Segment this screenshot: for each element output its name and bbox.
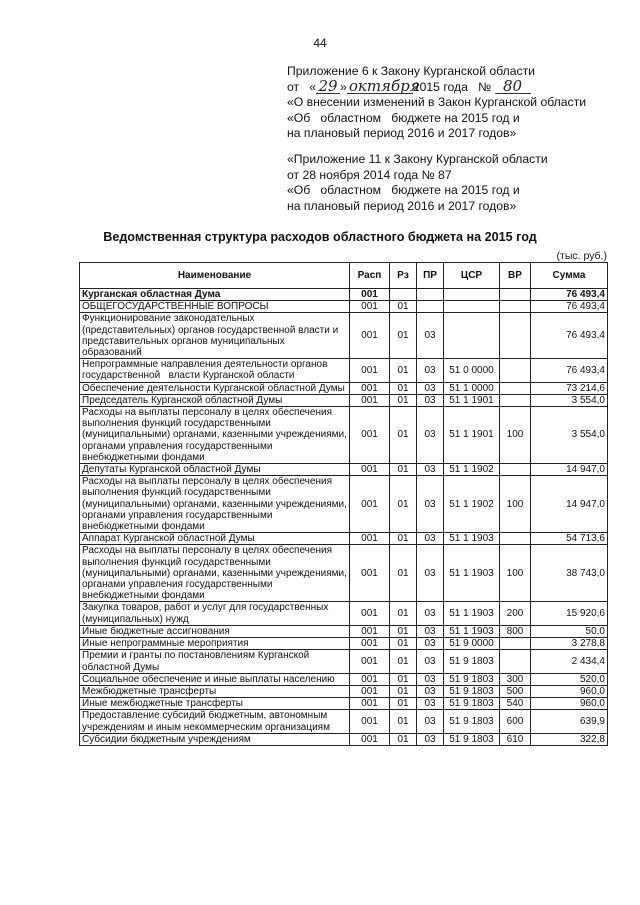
- cell-rz: 01: [390, 301, 417, 313]
- header-csr: ЦСР: [444, 263, 500, 289]
- cell-rz: 01: [390, 685, 417, 697]
- cell-vr: [500, 301, 531, 313]
- cell-pr: 03: [417, 733, 444, 745]
- cell-vr: 200: [500, 602, 531, 625]
- table-row: [80, 313, 608, 359]
- cell-vr: [500, 382, 531, 394]
- cell-sum: 960,0: [531, 685, 608, 697]
- from-label: от: [287, 79, 300, 94]
- cell-rasp: 001: [350, 685, 390, 697]
- cell-csr: 51 1 1903: [444, 533, 500, 545]
- cell-csr: 51 1 1902: [444, 476, 500, 533]
- cell-csr: 51 9 1803: [444, 650, 500, 673]
- cell-name: Аппарат Курганской областной Думы: [80, 533, 350, 545]
- cell-rz: 01: [390, 625, 417, 637]
- cell-rasp: 001: [350, 464, 390, 476]
- cell-name: Депутаты Курганской областной Думы: [80, 464, 350, 476]
- table-row: [80, 673, 608, 685]
- cell-pr: 03: [417, 533, 444, 545]
- cell-rz: 01: [390, 476, 417, 533]
- header-vr: ВР: [500, 263, 531, 289]
- cell-csr: 51 9 0000: [444, 638, 500, 650]
- cell-sum: 520,0: [531, 673, 608, 685]
- cell-name: Закупка товаров, работ и услуг для государственных (муниципальных) нужд: [80, 602, 350, 625]
- cell-rasp: 001: [350, 625, 390, 637]
- cell-sum: 322,8: [531, 733, 608, 745]
- cell-pr: 03: [417, 464, 444, 476]
- cell-rasp: 001: [350, 382, 390, 394]
- cell-rasp: 001: [350, 733, 390, 745]
- cell-rz: 01: [390, 710, 417, 733]
- appendix-11-header: [287, 152, 617, 214]
- table-row: [80, 710, 608, 733]
- cell-rz: 01: [390, 650, 417, 673]
- cell-pr: 03: [417, 359, 444, 382]
- cell-sum: 960,0: [531, 698, 608, 710]
- table-row: [80, 685, 608, 697]
- cell-vr: [500, 359, 531, 382]
- cell-name: ОБЩЕГОСУДАРСТВЕННЫЕ ВОПРОСЫ: [80, 301, 350, 313]
- cell-name: Предоставление субсидий бюджетным, автономным учреждениям и иным некоммерческим организациям: [80, 710, 350, 733]
- cell-vr: [500, 650, 531, 673]
- cell-csr: 51 0 0000: [444, 359, 500, 382]
- cell-vr: 100: [500, 476, 531, 533]
- cell-sum: 2 434,4: [531, 650, 608, 673]
- cell-rasp: 001: [350, 602, 390, 625]
- cell-vr: 800: [500, 625, 531, 637]
- cell-pr: 03: [417, 625, 444, 637]
- cell-csr: 51 9 1803: [444, 710, 500, 733]
- cell-sum: 15 920,6: [531, 602, 608, 625]
- table-row: [80, 382, 608, 394]
- cell-sum: 3 278,8: [531, 638, 608, 650]
- table-row: [80, 476, 608, 533]
- cell-vr: [500, 533, 531, 545]
- handwritten-day: 29: [316, 80, 340, 94]
- cell-sum: 76 493,4: [531, 301, 608, 313]
- cell-name: Межбюджетные трансферты: [80, 685, 350, 697]
- cell-rz: 01: [390, 359, 417, 382]
- cell-vr: 600: [500, 710, 531, 733]
- cell-sum: 76 493,4: [531, 313, 608, 359]
- budget-table: [79, 262, 608, 746]
- cell-name: Расходы на выплаты персоналу в целях обеспечения выполнения функций государственными (муниципальными) органами, казенными учреждениями, органами управления государственными внебюджетными фондами: [80, 476, 350, 533]
- cell-name: Расходы на выплаты персоналу в целях обеспечения выполнения функций государственными (муниципальными) органами, казенными учреждениями, органами управления государственными внебюджетными фондами: [80, 407, 350, 464]
- cell-vr: [500, 289, 531, 301]
- open-quote: «: [309, 79, 317, 94]
- cell-sum: 14 947,0: [531, 464, 608, 476]
- table-row: [80, 650, 608, 673]
- cell-sum: 73 214,6: [531, 382, 608, 394]
- cell-pr: 03: [417, 382, 444, 394]
- cell-rasp: 001: [350, 673, 390, 685]
- cell-rz: 01: [390, 464, 417, 476]
- appendix-11-line4: на плановый период 2016 и 2017 годов»: [287, 198, 517, 213]
- document-title: Ведомственная структура расходов областного бюджета на 2015 год: [103, 230, 537, 244]
- appendix-6-line4: «Об областном бюджете на 2015 год и: [287, 110, 520, 125]
- cell-sum: 14 947,0: [531, 476, 608, 533]
- cell-rz: 01: [390, 733, 417, 745]
- cell-rasp: 001: [350, 289, 390, 301]
- cell-name: Расходы на выплаты персоналу в целях обеспечения выполнения функций государственными (муниципальными) органами, казенными учреждениями, органами управления государственными внебюджетными фондами: [80, 545, 350, 602]
- appendix-6-line1: Приложение 6 к Закону Курганской области: [287, 64, 535, 78]
- table-header-row: [80, 263, 608, 289]
- handwritten-number: 80: [495, 80, 531, 94]
- cell-pr: 03: [417, 710, 444, 733]
- cell-vr: 500: [500, 685, 531, 697]
- cell-csr: [444, 313, 500, 359]
- cell-vr: 610: [500, 733, 531, 745]
- cell-csr: 51 1 1902: [444, 464, 500, 476]
- cell-csr: 51 1 1903: [444, 625, 500, 637]
- header-rasp: Расп: [350, 263, 390, 289]
- cell-rz: 01: [390, 638, 417, 650]
- close-quote: »: [340, 79, 347, 94]
- cell-vr: 540: [500, 698, 531, 710]
- cell-rz: 01: [390, 533, 417, 545]
- cell-rasp: 001: [350, 710, 390, 733]
- cell-pr: 03: [417, 638, 444, 650]
- cell-rz: 01: [390, 698, 417, 710]
- cell-csr: 51 1 1901: [444, 407, 500, 464]
- cell-name: Курганская областная Дума: [80, 289, 350, 301]
- cell-csr: [444, 301, 500, 313]
- cell-name: Иные непрограммные мероприятия: [80, 638, 350, 650]
- cell-name: Иные межбюджетные трансферты: [80, 698, 350, 710]
- appendix-6-line5: на плановый период 2016 и 2017 годов»: [287, 126, 517, 140]
- cell-vr: [500, 313, 531, 359]
- table-row: [80, 301, 608, 313]
- cell-name: Обеспечение деятельности Курганской областной Думы: [80, 382, 350, 394]
- cell-rasp: 001: [350, 313, 390, 359]
- cell-name: Премии и гранты по постановлениям Курганской областной Думы: [80, 650, 350, 673]
- appendix-11-line3: «Об областном бюджете на 2015 год и: [287, 183, 520, 197]
- table-row: [80, 533, 608, 545]
- cell-vr: 300: [500, 673, 531, 685]
- number-label: №: [478, 79, 492, 94]
- cell-rasp: 001: [350, 650, 390, 673]
- cell-rasp: 001: [350, 545, 390, 602]
- appendix-11-line2: от 28 ноября 2014 года № 87: [287, 167, 452, 182]
- cell-csr: 51 9 1803: [444, 673, 500, 685]
- table-row: [80, 698, 608, 710]
- cell-rz: 01: [390, 673, 417, 685]
- cell-rz: 01: [390, 545, 417, 602]
- cell-rz: 01: [390, 313, 417, 359]
- table-row: [80, 602, 608, 625]
- cell-rz: 01: [390, 407, 417, 464]
- cell-sum: 38 743,0: [531, 545, 608, 602]
- cell-sum: 50,0: [531, 625, 608, 637]
- appendix-6-date-line: [287, 76, 617, 96]
- cell-pr: 03: [417, 650, 444, 673]
- cell-name: Субсидии бюджетным учреждениям: [80, 733, 350, 745]
- page-number: 44: [313, 36, 327, 50]
- cell-name: Социальное обеспечение и иные выплаты населению: [80, 673, 350, 685]
- table-row: [80, 394, 608, 406]
- cell-pr: 03: [417, 602, 444, 625]
- cell-rz: [390, 289, 417, 301]
- cell-pr: 03: [417, 698, 444, 710]
- cell-sum: 3 554,0: [531, 394, 608, 406]
- cell-vr: [500, 464, 531, 476]
- cell-sum: 3 554,0: [531, 407, 608, 464]
- cell-sum: 639,9: [531, 710, 608, 733]
- cell-rasp: 001: [350, 698, 390, 710]
- header-name: Наименование: [80, 263, 350, 289]
- cell-name: Функционирование законодательных (представительных) органов государственной власти и представительных органов муниципальных образований: [80, 313, 350, 359]
- cell-rz: 01: [390, 382, 417, 394]
- cell-csr: 51 1 1903: [444, 602, 500, 625]
- cell-rz: 01: [390, 394, 417, 406]
- cell-csr: [444, 289, 500, 301]
- cell-rasp: 001: [350, 359, 390, 382]
- appendix-6-header: [287, 64, 617, 142]
- cell-csr: 51 1 0000: [444, 382, 500, 394]
- cell-rasp: 001: [350, 301, 390, 313]
- cell-vr: 100: [500, 407, 531, 464]
- table-row: [80, 638, 608, 650]
- cell-csr: 51 9 1803: [444, 685, 500, 697]
- cell-rasp: 001: [350, 394, 390, 406]
- header-rz: Рз: [390, 263, 417, 289]
- cell-name: Председатель Курганской областной Думы: [80, 394, 350, 406]
- table-row: [80, 464, 608, 476]
- cell-csr: 51 9 1803: [444, 698, 500, 710]
- cell-pr: 03: [417, 545, 444, 602]
- cell-vr: 100: [500, 545, 531, 602]
- year-text: 2015 года: [412, 79, 468, 94]
- appendix-6-line3: «О внесении изменений в Закон Курганской области: [287, 95, 587, 109]
- cell-pr: [417, 289, 444, 301]
- header-sum: Сумма: [531, 263, 608, 289]
- cell-pr: 03: [417, 685, 444, 697]
- cell-name: Иные бюджетные ассигнования: [80, 625, 350, 637]
- cell-pr: [417, 301, 444, 313]
- cell-rasp: 001: [350, 638, 390, 650]
- cell-pr: 03: [417, 673, 444, 685]
- cell-pr: 03: [417, 476, 444, 533]
- header-pr: ПР: [417, 263, 444, 289]
- handwritten-month: октября: [348, 76, 420, 95]
- cell-rasp: 001: [350, 533, 390, 545]
- cell-csr: 51 1 1903: [444, 545, 500, 602]
- cell-rasp: 001: [350, 407, 390, 464]
- cell-pr: 03: [417, 394, 444, 406]
- table-row: [80, 545, 608, 602]
- table-row: [80, 733, 608, 745]
- cell-sum: 54 713,6: [531, 533, 608, 545]
- cell-pr: 03: [417, 407, 444, 464]
- cell-rasp: 001: [350, 476, 390, 533]
- cell-pr: 03: [417, 313, 444, 359]
- appendix-11-line1: «Приложение 11 к Закону Курганской области: [287, 152, 548, 166]
- cell-vr: [500, 394, 531, 406]
- table-row: [80, 289, 608, 301]
- cell-sum: 76 493,4: [531, 289, 608, 301]
- cell-vr: [500, 638, 531, 650]
- cell-csr: 51 9 1803: [444, 733, 500, 745]
- units-label: (тыс. руб.): [556, 250, 607, 262]
- table-row: [80, 359, 608, 382]
- table-row: [80, 625, 608, 637]
- cell-name: Непрограммные направления деятельности органов государственной власти Курганской области: [80, 359, 350, 382]
- cell-sum: 76 493,4: [531, 359, 608, 382]
- cell-csr: 51 1 1901: [444, 394, 500, 406]
- table-row: [80, 407, 608, 464]
- cell-rz: 01: [390, 602, 417, 625]
